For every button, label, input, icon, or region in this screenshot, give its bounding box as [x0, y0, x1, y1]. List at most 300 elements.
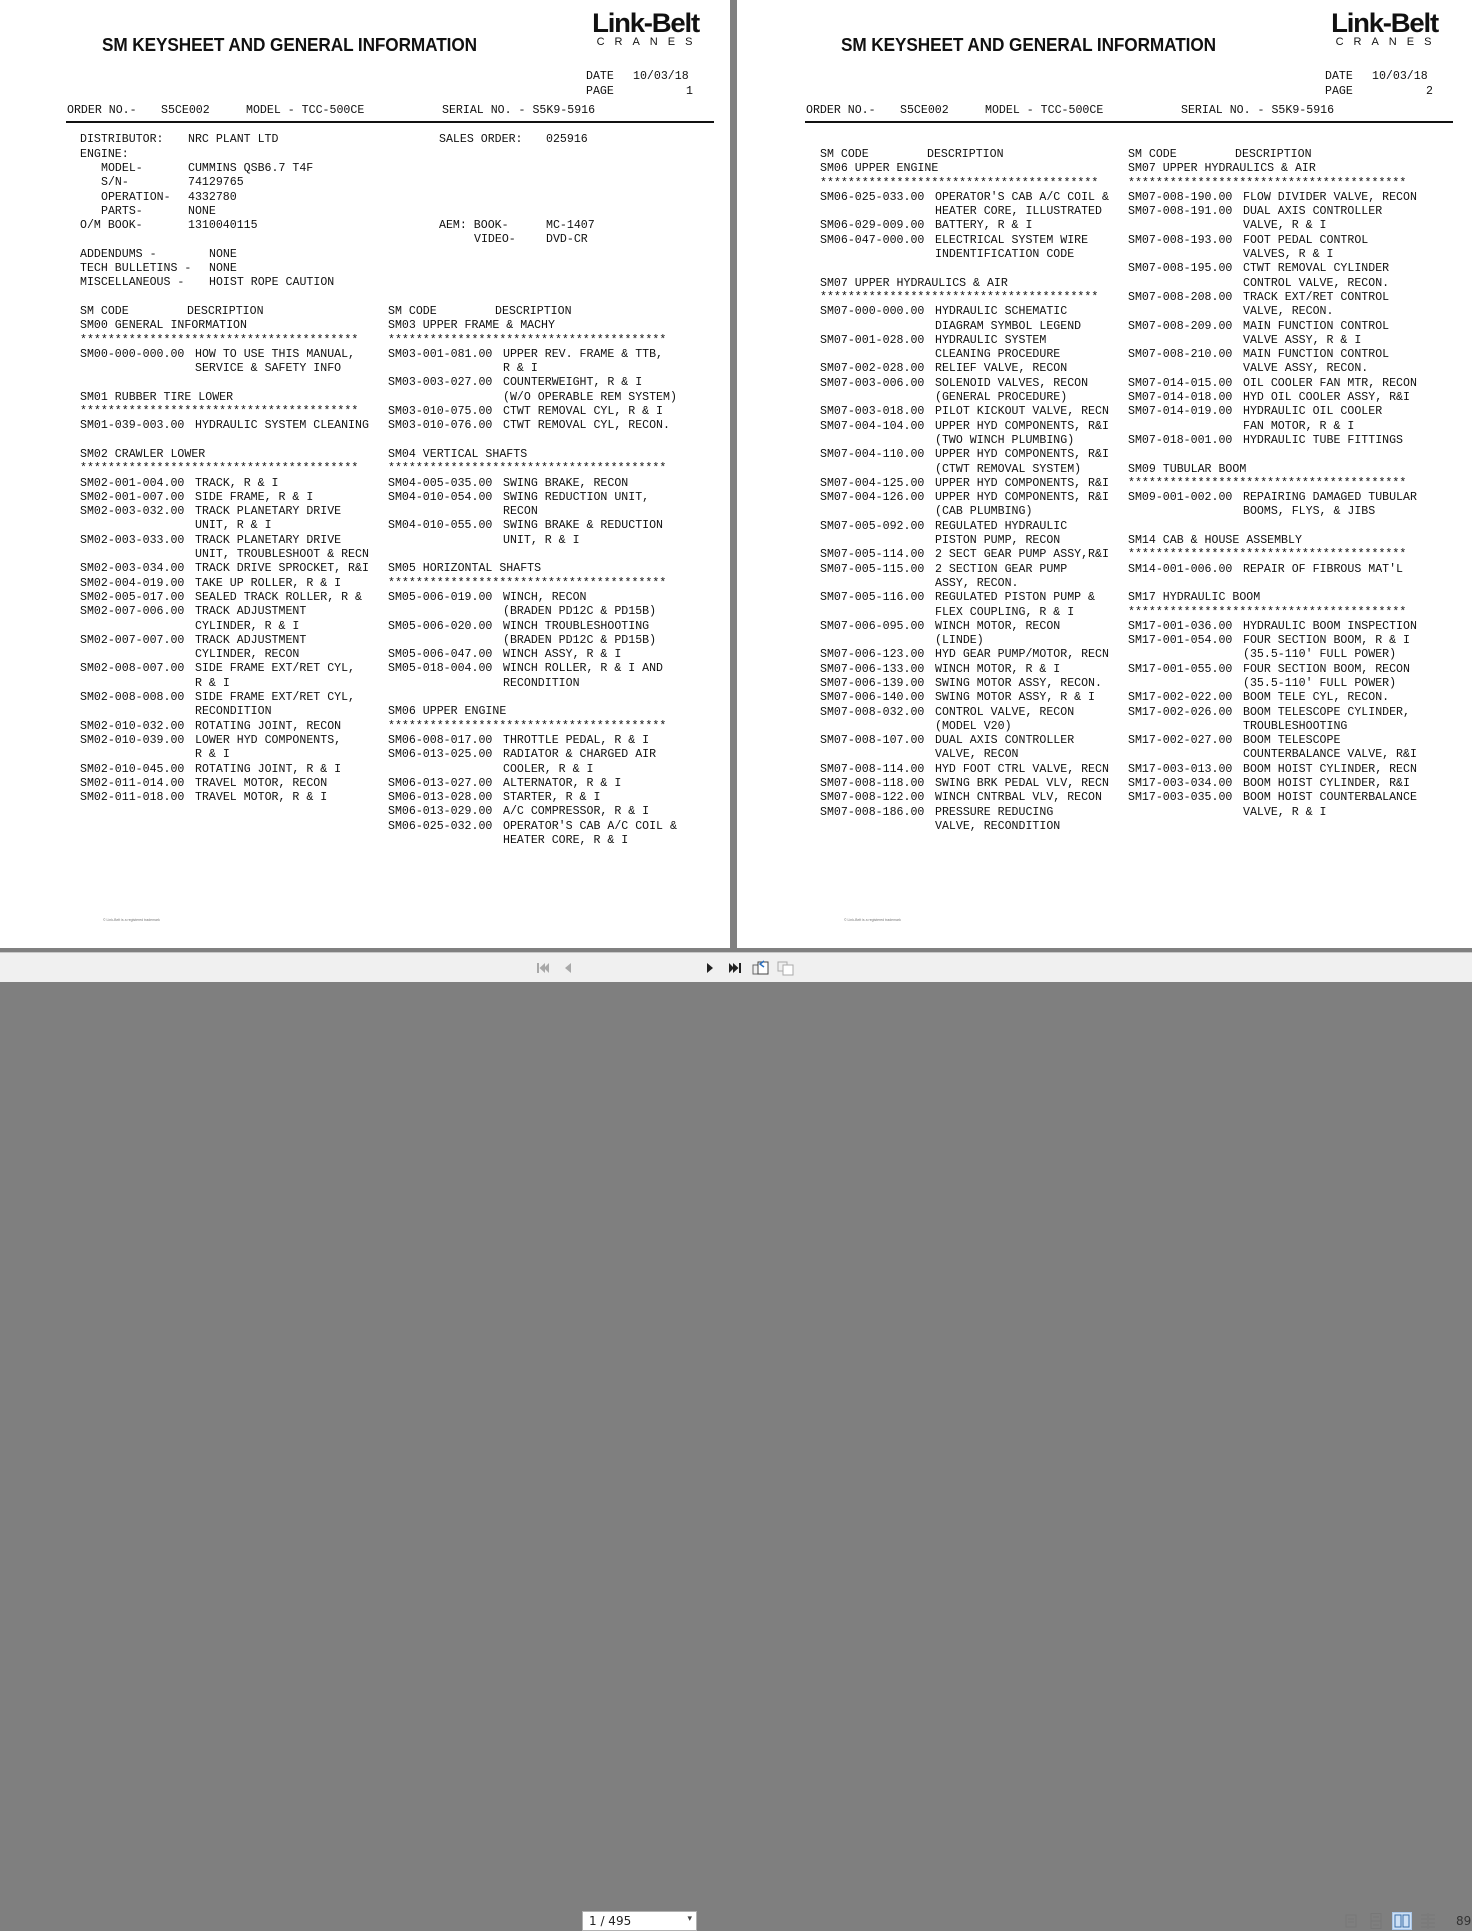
table-row: [820, 305, 1109, 319]
description: HEATER CORE, R & I: [503, 833, 629, 847]
description: BOOM TELE CYL, RECON.: [1243, 691, 1390, 705]
page-indicator: 1 / 495: [589, 1914, 632, 1928]
table-row: [820, 362, 1109, 376]
sm-code: SM02-008-008.00: [80, 691, 185, 705]
description: TRAVEL MOTOR, RECON: [195, 776, 328, 790]
date-value: 10/03/18: [1372, 70, 1428, 83]
asterisk-divider: ****************************************: [1128, 176, 1407, 190]
description: (BRADEN PD12C & PD15B): [503, 633, 657, 647]
description: HYDRAULIC TUBE FITTINGS: [1243, 433, 1404, 447]
tech-bulletins-value: NONE: [209, 262, 237, 275]
description: CYLINDER, RECON: [195, 648, 300, 662]
table-row: [820, 691, 1109, 705]
description: DUAL AXIS CONTROLLER: [1243, 205, 1383, 219]
table-row: [80, 591, 369, 605]
distributor-label: DISTRIBUTOR:: [80, 133, 164, 146]
description: TRACK ADJUSTMENT: [195, 633, 307, 647]
table-row-continuation: [388, 677, 677, 691]
description: SWING BRAKE, RECON: [503, 476, 629, 490]
trademark-footnote: © Link-Belt is a registered trademark: [844, 918, 901, 922]
sm-code: SM07-000-000.00: [820, 305, 925, 319]
sm-code: SM17-002-022.00: [1128, 691, 1233, 705]
table-row: [1128, 377, 1417, 391]
sm-code: SM07-004-126.00: [820, 491, 925, 505]
description: 2 SECTION GEAR PUMP: [935, 562, 1068, 576]
sm-code: SM07-008-190.00: [1128, 190, 1233, 204]
sm-code: SM02-010-045.00: [80, 762, 185, 776]
description: (35.5-110' FULL POWER): [1243, 648, 1397, 662]
table-row: [820, 477, 1109, 491]
table-row: [388, 791, 677, 805]
section-title: SM06 UPPER ENGINE: [388, 705, 507, 719]
description: DUAL AXIS CONTROLLER: [935, 734, 1075, 748]
sm-code: SM02-007-007.00: [80, 633, 185, 647]
table-row-continuation: [80, 705, 369, 719]
asterisk-divider: ****************************************: [388, 462, 667, 476]
sm-code-column: [1128, 148, 1417, 820]
description: (LINDE): [935, 634, 984, 648]
table-row: [80, 691, 369, 705]
description: R & I: [195, 748, 230, 762]
description: FLOW DIVIDER VALVE, RECON: [1243, 190, 1417, 204]
table-row-continuation: [820, 606, 1109, 620]
asterisk-divider: ****************************************: [1128, 605, 1407, 619]
table-row-continuation: [1128, 248, 1417, 262]
table-row-continuation: [388, 634, 677, 648]
sm-code: SM07-008-210.00: [1128, 348, 1233, 362]
sm-code: SM02-005-017.00: [80, 590, 185, 604]
description: RECONDITION: [195, 705, 272, 719]
description: BOOM HOIST CYLINDER, RECN: [1243, 762, 1417, 776]
next-view-icon[interactable]: [777, 959, 795, 977]
chevron-down-icon[interactable]: ▾: [687, 1914, 692, 1924]
sm-code: SM07-003-018.00: [820, 405, 925, 419]
description: REPAIRING DAMAGED TUBULAR: [1243, 491, 1417, 505]
description-header: DESCRIPTION: [927, 148, 1004, 161]
table-row-continuation: [80, 620, 369, 634]
description: TRACK EXT/RET CONTROL: [1243, 290, 1390, 304]
table-row: [80, 777, 369, 791]
sm-code: SM05-006-020.00: [388, 619, 493, 633]
spacer: [1128, 577, 1417, 591]
sm-code-column: [80, 305, 369, 805]
table-row: [820, 734, 1109, 748]
section-title: SM02 CRAWLER LOWER: [80, 447, 206, 461]
sm-code: SM02-007-006.00: [80, 605, 185, 619]
table-row: [388, 348, 677, 362]
table-row: [80, 763, 369, 777]
spacer: [388, 548, 677, 562]
sm-code: SM17-003-034.00: [1128, 777, 1233, 791]
sm-code: SM07-014-015.00: [1128, 376, 1233, 390]
description: SOLENOID VALVES, RECON: [935, 376, 1089, 390]
document-page-1: [0, 0, 730, 948]
sm-code: SM07-006-095.00: [820, 619, 925, 633]
table-row: [1128, 777, 1417, 791]
table-row: [388, 805, 677, 819]
description: UPPER HYD COMPONENTS, R&I: [935, 491, 1109, 505]
sm-code: SM07-005-115.00: [820, 562, 925, 576]
sm-code: SM07-018-001.00: [1128, 433, 1233, 447]
sm-code: SM07-008-193.00: [1128, 233, 1233, 247]
table-row: [1128, 706, 1417, 720]
description: SWING BRAKE & REDUCTION: [503, 519, 664, 533]
description: SIDE FRAME EXT/RET CYL,: [195, 662, 356, 676]
order-label: ORDER NO.-: [806, 104, 876, 117]
table-row-continuation: [1128, 720, 1417, 734]
description: ALTERNATOR, R & I: [503, 776, 622, 790]
description: CONTROL VALVE, RECON.: [1243, 276, 1390, 290]
description: SEALED TRACK ROLLER, R &: [195, 590, 362, 604]
parts-value: NONE: [188, 205, 216, 218]
table-row: [80, 605, 369, 619]
table-row-continuation: [1128, 334, 1417, 348]
description: TROUBLESHOOTING: [1243, 719, 1348, 733]
table-row-continuation: [1128, 748, 1417, 762]
section-title: SM07 UPPER HYDRAULICS & AIR: [1128, 162, 1316, 176]
description: RADIATOR & CHARGED AIR: [503, 748, 657, 762]
column-header: [80, 305, 369, 319]
description: COOLER, R & I: [503, 762, 594, 776]
table-row-continuation: [388, 362, 677, 376]
sm-code: SM02-003-034.00: [80, 562, 185, 576]
description: UNIT, TROUBLESHOOT & RECN: [195, 548, 369, 562]
description: WINCH, RECON: [503, 590, 587, 604]
serial-label: SERIAL NO. - S5K9-5916: [442, 104, 596, 117]
table-row: [1128, 634, 1417, 648]
description: HYDRAULIC SYSTEM CLEANING: [195, 419, 369, 433]
sm-code: SM06-029-009.00: [820, 219, 925, 233]
sales-order-label: SALES ORDER:: [439, 133, 523, 146]
previous-page-icon[interactable]: [559, 959, 577, 977]
table-row-continuation: [820, 248, 1109, 262]
sm-code: SM06-013-027.00: [388, 776, 493, 790]
description: UPPER HYD COMPONENTS, R&I: [935, 476, 1109, 490]
table-row: [1128, 563, 1417, 577]
sm-code: SM02-010-032.00: [80, 719, 185, 733]
date-label: DATE: [586, 70, 614, 83]
table-row: [1128, 191, 1417, 205]
table-row-continuation: [80, 748, 369, 762]
om-book-label: O/M BOOK-: [80, 219, 143, 232]
description: PISTON PUMP, RECON: [935, 534, 1061, 548]
description: FAN MOTOR, R & I: [1243, 419, 1355, 433]
sm-code: SM17-002-026.00: [1128, 705, 1233, 719]
table-row: [1128, 763, 1417, 777]
sm-code: SM07-005-092.00: [820, 519, 925, 533]
table-row: [388, 777, 677, 791]
description: A/C COMPRESSOR, R & I: [503, 805, 650, 819]
spacer: [388, 691, 677, 705]
description: COUNTERBALANCE VALVE, R&I: [1243, 748, 1417, 762]
description: TRACK ADJUSTMENT: [195, 605, 307, 619]
table-row: [388, 734, 677, 748]
table-row-continuation: [80, 362, 369, 376]
sales-order-value: 025916: [546, 133, 588, 146]
section-title: SM09 TUBULAR BOOM: [1128, 462, 1247, 476]
description: RECON: [503, 505, 538, 519]
first-page-icon[interactable]: [534, 959, 552, 977]
sm-code: SM17-001-054.00: [1128, 634, 1233, 648]
description: (CTWT REMOVAL SYSTEM): [935, 462, 1082, 476]
sm-code: SM07-008-107.00: [820, 734, 925, 748]
description: WINCH TROUBLESHOOTING: [503, 619, 650, 633]
facing-continuous-view-icon[interactable]: [1418, 1912, 1438, 1930]
sm-code: SM06-047-000.00: [820, 233, 925, 247]
previous-view-icon[interactable]: [752, 959, 770, 977]
section-title: SM01 RUBBER TIRE LOWER: [80, 390, 234, 404]
order-value: S5CE002: [161, 104, 210, 117]
sm-code: SM07-008-118.00: [820, 777, 925, 791]
description: (W/O OPERABLE REM SYSTEM): [503, 390, 677, 404]
table-row: [820, 706, 1109, 720]
description: HYD GEAR PUMP/MOTOR, RECN: [935, 648, 1109, 662]
table-row: [1128, 320, 1417, 334]
link-belt-logo: Link-Belt CRANES: [592, 8, 703, 48]
table-row-continuation: [1128, 677, 1417, 691]
sm-code: SM02-011-018.00: [80, 791, 185, 805]
description: BOOMS, FLYS, & JIBS: [1243, 505, 1376, 519]
sm-code: SM07-014-019.00: [1128, 405, 1233, 419]
table-row: [388, 419, 677, 433]
table-row-continuation: [80, 648, 369, 662]
table-row: [1128, 663, 1417, 677]
sm-code: SM07-003-006.00: [820, 376, 925, 390]
sm-code: SM07-004-110.00: [820, 448, 925, 462]
table-row: [820, 777, 1109, 791]
distributor-value: NRC PLANT LTD: [188, 133, 279, 146]
table-row-continuation: [1128, 362, 1417, 376]
column-header: [1128, 148, 1417, 162]
table-row-continuation: [388, 834, 677, 848]
table-row: [1128, 348, 1417, 362]
section-title: SM03 UPPER FRAME & MACHY: [388, 319, 555, 333]
operation-value: 4332780: [188, 191, 237, 204]
description-header: DESCRIPTION: [1235, 148, 1312, 161]
description: THROTTLE PEDAL, R & I: [503, 733, 650, 747]
table-row: [388, 405, 677, 419]
page-number: 1: [686, 85, 693, 98]
table-row: [820, 448, 1109, 462]
table-row: [1128, 491, 1417, 505]
asterisk-divider: ****************************************: [388, 333, 667, 347]
description: ROTATING JOINT, R & I: [195, 762, 342, 776]
sm-code: SM07-005-116.00: [820, 591, 925, 605]
sm-code: SM07-002-028.00: [820, 362, 925, 376]
table-row: [80, 577, 369, 591]
description: BOOM HOIST COUNTERBALANCE: [1243, 791, 1417, 805]
sm-code: SM02-011-014.00: [80, 776, 185, 790]
sm-code: SM07-006-139.00: [820, 676, 925, 690]
description: TRACK DRIVE SPROCKET, R&I: [195, 562, 369, 576]
table-row-continuation: [820, 534, 1109, 548]
description: (TWO WINCH PLUMBING): [935, 433, 1075, 447]
table-row-continuation: [1128, 806, 1417, 820]
description: OPERATOR'S CAB A/C COIL &: [935, 190, 1109, 204]
table-row: [80, 634, 369, 648]
sm-code: SM07-005-114.00: [820, 548, 925, 562]
table-row-continuation: [820, 348, 1109, 362]
sm-code: SM02-010-039.00: [80, 733, 185, 747]
description: FOUR SECTION BOOM, R & I: [1243, 634, 1410, 648]
parts-label: PARTS-: [101, 205, 143, 218]
section-title: SM17 HYDRAULIC BOOM: [1128, 591, 1261, 605]
description: (BRADEN PD12C & PD15B): [503, 605, 657, 619]
table-row-continuation: [820, 634, 1109, 648]
description: REGULATED HYDRAULIC: [935, 519, 1068, 533]
sm-code: SM17-002-027.00: [1128, 734, 1233, 748]
sm-code: SM02-001-004.00: [80, 476, 185, 490]
table-row: [388, 519, 677, 533]
table-row-continuation: [820, 320, 1109, 334]
spacer: [388, 434, 677, 448]
asterisk-divider: ****************************************: [388, 719, 667, 733]
table-row: [1128, 205, 1417, 219]
sm-code: SM17-003-013.00: [1128, 762, 1233, 776]
sm-code: SM06-025-032.00: [388, 819, 493, 833]
section-title: SM06 UPPER ENGINE: [820, 162, 939, 176]
description: STARTER, R & I: [503, 791, 601, 805]
description: SWING MOTOR ASSY, RECON.: [935, 676, 1102, 690]
column-header: [820, 148, 1109, 162]
description-header: DESCRIPTION: [495, 305, 572, 318]
sm-code-column: [820, 148, 1109, 834]
table-row: [1128, 434, 1417, 448]
sm-code: SM07-008-032.00: [820, 705, 925, 719]
page-label: PAGE: [586, 85, 614, 98]
description: FOOT PEDAL CONTROL: [1243, 233, 1369, 247]
description: SWING REDUCTION UNIT,: [503, 490, 650, 504]
description: CTWT REMOVAL CYL, RECON.: [503, 419, 670, 433]
sm-code: SM07-008-122.00: [820, 791, 925, 805]
table-row: [388, 748, 677, 762]
asterisk-divider: ****************************************: [1128, 476, 1407, 490]
om-book-value: 1310040115: [188, 219, 258, 232]
table-row-continuation: [388, 505, 677, 519]
document-viewer[interactable]: [0, 0, 1472, 952]
description: PRESSURE REDUCING: [935, 805, 1054, 819]
description: ASSY, RECON.: [935, 576, 1019, 590]
table-row-continuation: [820, 748, 1109, 762]
description: R & I: [503, 362, 538, 376]
description: OPERATOR'S CAB A/C COIL &: [503, 819, 677, 833]
table-row: [820, 620, 1109, 634]
description: HYDRAULIC SYSTEM: [935, 333, 1047, 347]
description: 2 SECT GEAR PUMP ASSY,R&I: [935, 548, 1109, 562]
sm-code-header: SM CODE: [80, 305, 129, 318]
sm-code: SM07-004-125.00: [820, 476, 925, 490]
sm-code: SM06-013-029.00: [388, 805, 493, 819]
description: (CAB PLUMBING): [935, 505, 1033, 519]
description: WINCH ROLLER, R & I AND: [503, 662, 664, 676]
description: HYDRAULIC OIL COOLER: [1243, 405, 1383, 419]
description: ROTATING JOINT, RECON: [195, 719, 342, 733]
table-row-continuation: [1128, 219, 1417, 233]
description: WINCH MOTOR, R & I: [935, 662, 1061, 676]
next-page-icon[interactable]: [701, 959, 719, 977]
tech-bulletins-label: TECH BULLETINS -: [80, 262, 192, 275]
page-title: SM KEYSHEET AND GENERAL INFORMATION: [841, 34, 1216, 55]
page-number-input[interactable]: [582, 1911, 697, 1931]
table-row-continuation: [820, 577, 1109, 591]
continuous-view-icon[interactable]: [1366, 1912, 1386, 1930]
table-row: [1128, 291, 1417, 305]
sm-code: SM02-003-033.00: [80, 533, 185, 547]
single-page-view-icon[interactable]: [1341, 1912, 1361, 1930]
sm-code: SM04-010-054.00: [388, 490, 493, 504]
description: HOW TO USE THIS MANUAL,: [195, 347, 356, 361]
asterisk-divider: ****************************************: [80, 462, 359, 476]
engine-sn-value: 74129765: [188, 176, 244, 189]
description: SERVICE & SAFETY INFO: [195, 362, 342, 376]
description: VALVE, R & I: [1243, 805, 1327, 819]
description: MAIN FUNCTION CONTROL: [1243, 348, 1390, 362]
description: FOUR SECTION BOOM, RECON: [1243, 662, 1410, 676]
addendums-label: ADDENDUMS -: [80, 248, 157, 261]
table-row-continuation: [820, 463, 1109, 477]
sm-code: SM05-018-004.00: [388, 662, 493, 676]
table-row-continuation: [388, 534, 677, 548]
sm-code: SM07-008-191.00: [1128, 205, 1233, 219]
table-row: [388, 477, 677, 491]
description: CYLINDER, R & I: [195, 619, 300, 633]
table-row: [820, 191, 1109, 205]
description: SIDE FRAME EXT/RET CYL,: [195, 691, 356, 705]
description: (35.5-110' FULL POWER): [1243, 676, 1397, 690]
description: BATTERY, R & I: [935, 219, 1033, 233]
aem-book-label: AEM: BOOK-: [439, 219, 509, 232]
last-page-icon[interactable]: [726, 959, 744, 977]
description: SIDE FRAME, R & I: [195, 490, 314, 504]
asterisk-divider: ****************************************: [1128, 548, 1407, 562]
document-page-2: [737, 0, 1472, 948]
table-row-continuation: [388, 605, 677, 619]
description: (GENERAL PROCEDURE): [935, 391, 1068, 405]
facing-pages-view-icon[interactable]: [1392, 1912, 1412, 1930]
table-row: [820, 806, 1109, 820]
table-row: [388, 591, 677, 605]
sm-code: SM06-013-025.00: [388, 748, 493, 762]
table-row-continuation: [820, 205, 1109, 219]
spacer: [80, 376, 369, 390]
description: VALVE, RECON: [935, 748, 1019, 762]
description: REPAIR OF FIBROUS MAT'L: [1243, 562, 1404, 576]
sm-code: SM06-008-017.00: [388, 733, 493, 747]
table-row: [820, 791, 1109, 805]
table-row: [820, 563, 1109, 577]
operation-label: OPERATION-: [101, 191, 171, 204]
page-number: 2: [1426, 85, 1433, 98]
header-rule: [66, 121, 714, 123]
table-row: [820, 420, 1109, 434]
sm-code: SM03-010-075.00: [388, 405, 493, 419]
description: ELECTRICAL SYSTEM WIRE: [935, 233, 1089, 247]
sm-code: SM02-008-007.00: [80, 662, 185, 676]
description: TRACK, R & I: [195, 476, 279, 490]
table-row-continuation: [820, 505, 1109, 519]
description: UPPER REV. FRAME & TTB,: [503, 347, 664, 361]
table-row-continuation: [388, 763, 677, 777]
description: VALVE ASSY, RECON.: [1243, 362, 1369, 376]
table-row: [388, 820, 677, 834]
table-row-continuation: [1128, 505, 1417, 519]
description: MAIN FUNCTION CONTROL: [1243, 319, 1390, 333]
table-row: [80, 734, 369, 748]
description: INDENTIFICATION CODE: [935, 248, 1075, 262]
table-row-continuation: [80, 548, 369, 562]
description: DIAGRAM SYMBOL LEGEND: [935, 319, 1082, 333]
zoom-level[interactable]: 89: [1456, 1914, 1472, 1928]
